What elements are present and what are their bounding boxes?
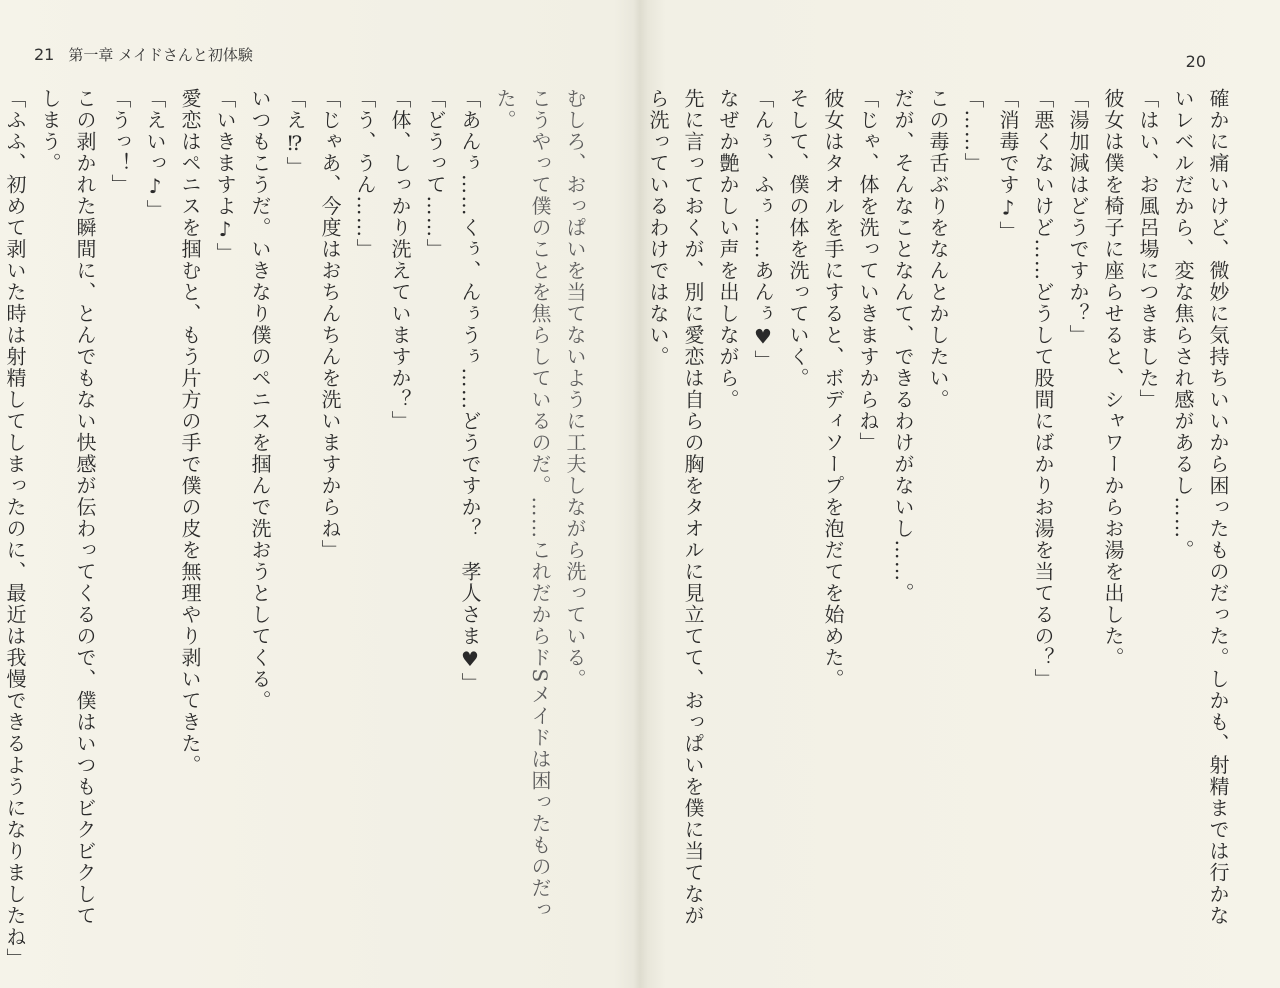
running-head	[34, 44, 253, 65]
text-line: 「じゃ、体を洗っていきますからね」	[856, 88, 880, 454]
chapter-title: 第一章 メイドさんと初体験	[68, 46, 253, 64]
text-line: だが、そんなことなんて、できるわけがないし……。	[891, 88, 915, 604]
text-line: 「じゃあ、今度はおちんちんを洗いますからね」	[318, 88, 342, 561]
text-line: 愛恋はペニスを掴むと、もう片方の手で僕の皮を無理やり剥いてきた。	[178, 88, 202, 776]
text-line: むしろ、おっぱいを当てないように工夫しながら洗っている。	[563, 88, 587, 690]
text-line: 「体、しっかり洗えていますか？」	[388, 88, 412, 432]
text-line: 確かに痛いけど、微妙に気持ちいいから困ったものだった。しかも、射精までは行かな	[1206, 88, 1230, 927]
text-line: 「どうって……」	[423, 88, 447, 260]
left-page-number: 21	[34, 45, 55, 64]
left-page-body	[3, 88, 592, 970]
text-line: この毒舌ぶりをなんとかしたい。	[926, 88, 950, 411]
text-line: こうやって僕のことを焦らしているのだ。……これだからドSメイドは困ったものだっ	[528, 88, 552, 921]
right-page-number: 20	[1185, 52, 1206, 71]
text-line: 「悪くないけど……どうして股間にばかりお湯を当てるの？」	[1031, 88, 1055, 690]
text-line: いレベルだから、変な焦らされ感があるし……。	[1171, 88, 1195, 561]
text-line: 彼女は僕を椅子に座らせると、シャワーからお湯を出した。	[1101, 88, 1125, 669]
right-page-body	[646, 88, 1235, 948]
text-line: この剥かれた瞬間に、とんでもない快感が伝わってくるので、僕はいつもビクビクして	[73, 88, 97, 927]
text-line: しまう。	[38, 88, 62, 174]
right-page	[640, 0, 1280, 988]
text-line: ら洗っているわけではない。	[646, 88, 670, 368]
text-line: 「……」	[961, 88, 985, 174]
text-line: 「う、うん……」	[353, 88, 377, 260]
text-line: なぜか艶かしい声を出しながら。	[716, 88, 740, 411]
text-line: 「消毒です♪」	[996, 88, 1020, 243]
text-line: 「んぅ、ふぅ……あんぅ♥」	[751, 88, 775, 372]
text-line: た。	[493, 88, 517, 131]
text-line: 「湯加減はどうですか？」	[1066, 88, 1090, 346]
text-line: 「ふふ、初めて剥いた時は射精してしまったのに、最近は我慢できるようになりましたね」	[3, 88, 27, 970]
text-line: そして、僕の体を洗っていく。	[786, 88, 810, 389]
text-line: 「えいっ♪」	[143, 88, 167, 221]
text-line: 「はい、お風呂場につきました」	[1136, 88, 1160, 411]
text-line: 「え⁉」	[283, 88, 307, 178]
text-line: 「あんぅ……くぅ、んぅうぅ……どうですか？ 孝人さま♥」	[458, 88, 482, 694]
text-line: 先に言っておくが、別に愛恋は自らの胸をタオルに見立てて、おっぱいを僕に当てなが	[681, 88, 705, 927]
text-line: いつもこうだ。いきなり僕のペニスを掴んで洗おうとしてくる。	[248, 88, 272, 712]
text-line: 「うっ！」	[108, 88, 132, 196]
text-line: 「いきますよ♪」	[213, 88, 237, 264]
text-line: 彼女はタオルを手にすると、ボディソープを泡だてを始めた。	[821, 88, 845, 690]
